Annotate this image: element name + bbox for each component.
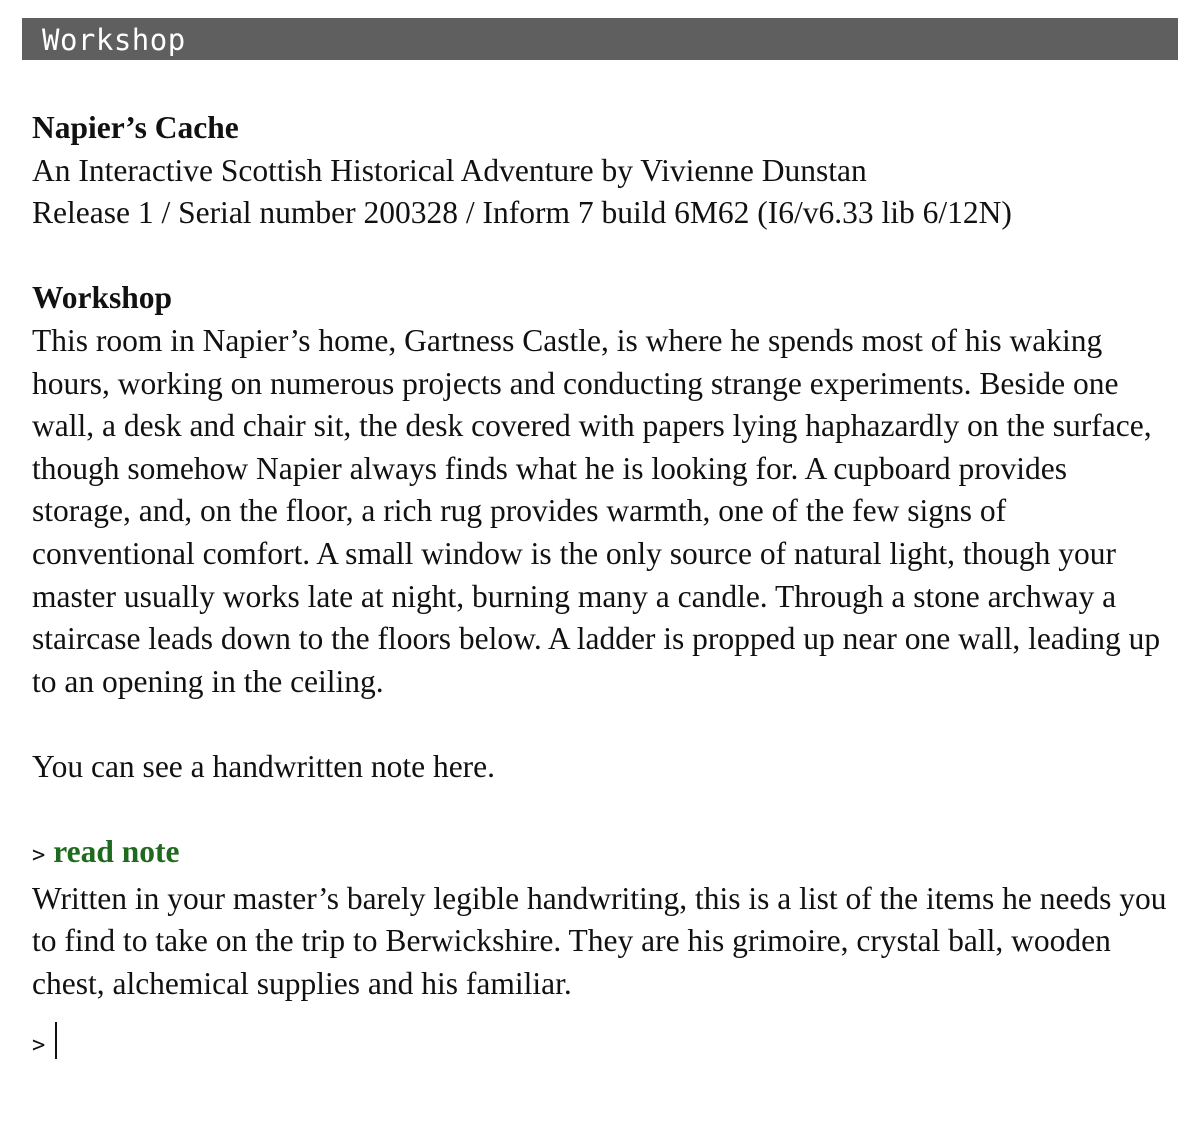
room-name: Workshop [32, 280, 173, 316]
command-line [32, 831, 1172, 878]
transcript [32, 107, 1172, 1066]
status-bar [22, 18, 1178, 60]
text-cursor [55, 1022, 57, 1059]
status-location: Workshop [42, 23, 186, 57]
command-input[interactable] [32, 1023, 1172, 1066]
room-description: This room in Napier’s home, Gartness Castle, is where he spends most of his waking hours, working on numerous projects and conducting strange experiments. Beside one wall, a desk and chair sit, the desk covered with papers lying haphazardly on the surface, though somehow Napier always finds what he is looking for. A cupboard provides storage, and, on the floor, a rich rug provides warmth, one of the few signs of conventional comfort. A small window is the only source of natural light, though your master usually works late at night, burning many a candle. Through a stone archway a staircase leads down to the floors below. A ladder is propped up near one wall, leading up to an opening in the ceiling. [32, 322, 1161, 699]
prompt-symbol: > [32, 843, 46, 869]
room-objects: You can see a handwritten note here. [32, 748, 496, 784]
command-text: read note [53, 834, 180, 870]
release-info: Release 1 / Serial number 200328 / Inform 7 build 6M62 (I6/v6.33 lib 6/12N) [32, 195, 1012, 231]
game-subtitle: An Interactive Scottish Historical Adventure by Vivienne Dunstan [32, 152, 867, 188]
command-response: Written in your master’s barely legible handwriting, this is a list of the items he needs you to find to take on the trip to Berwickshire. They are his grimoire, crystal ball, wooden chest, alchemical supplies and his familiar. [32, 880, 1167, 1001]
game-title: Napier’s Cache [32, 110, 239, 145]
input-prompt-symbol: > [32, 1033, 46, 1059]
